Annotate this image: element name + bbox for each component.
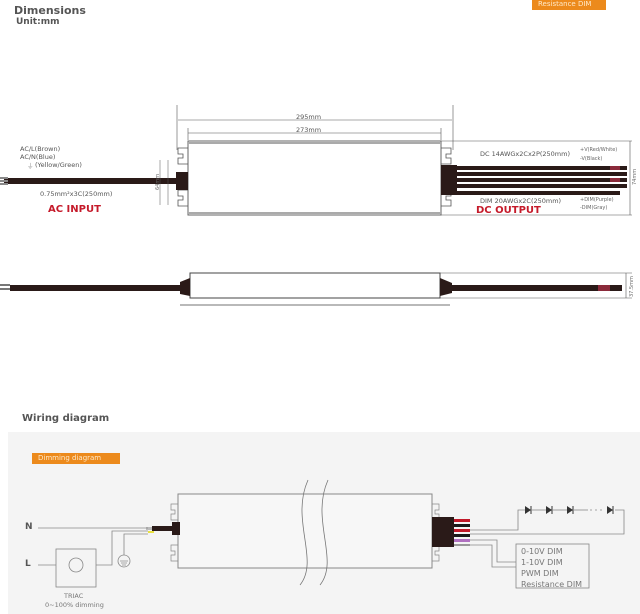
dim-mode-pwm: PWM DIM <box>521 569 559 578</box>
ac-wire-yellow-green: (Yellow/Green) <box>35 161 82 169</box>
triac-label: TRIAC <box>64 592 84 600</box>
dc-output-label: DC OUTPUT <box>476 205 541 216</box>
resistance-dim-tag: Resistance DIM <box>532 0 606 10</box>
ac-cable-spec: 0.75mm²x3C(250mm) <box>40 190 113 198</box>
dimming-diagram-tag: Dimming diagram <box>32 453 120 464</box>
side-height: 74mm <box>632 168 638 185</box>
earth-ground-icon: ⏚ <box>27 162 34 170</box>
ac-input-label: AC INPUT <box>48 204 101 215</box>
neutral-label: N <box>25 522 33 532</box>
dim-wire-positive: +DIM(Purple) <box>580 197 614 203</box>
line-label: L <box>25 559 31 569</box>
unit-label: Unit:mm <box>16 17 60 27</box>
page-title: Dimensions <box>14 4 86 17</box>
dim-mode-0-10v: 0-10V DIM <box>521 547 563 556</box>
profile-height: 37.5mm <box>629 276 635 297</box>
dc-wire-negative: -V(Black) <box>580 156 603 162</box>
dim-mode-resistance: Resistance DIM <box>521 580 583 589</box>
input-height: 64mm <box>155 173 161 190</box>
dc-wire-positive: +V(Red/White) <box>580 147 618 153</box>
length-total: 295mm <box>296 113 322 121</box>
dim-mode-1-10v: 1-10V DIM <box>521 558 563 567</box>
dc-power-cable-spec: DC 14AWGx2Cx2P(250mm) <box>480 150 571 158</box>
dim-cable-spec: DIM 20AWGx2C(250mm) <box>480 197 562 205</box>
dim-modes-list <box>521 546 582 590</box>
dim-wire-negative: -DIM(Gray) <box>580 205 608 211</box>
wiring-title: Wiring diagram <box>22 413 110 424</box>
length-body: 273mm <box>296 126 322 134</box>
ac-wire-blue: AC/N(Blue) <box>20 153 56 161</box>
triac-range: 0~100% dimming <box>45 601 104 609</box>
ac-wire-brown: AC/L(Brown) <box>20 145 61 153</box>
